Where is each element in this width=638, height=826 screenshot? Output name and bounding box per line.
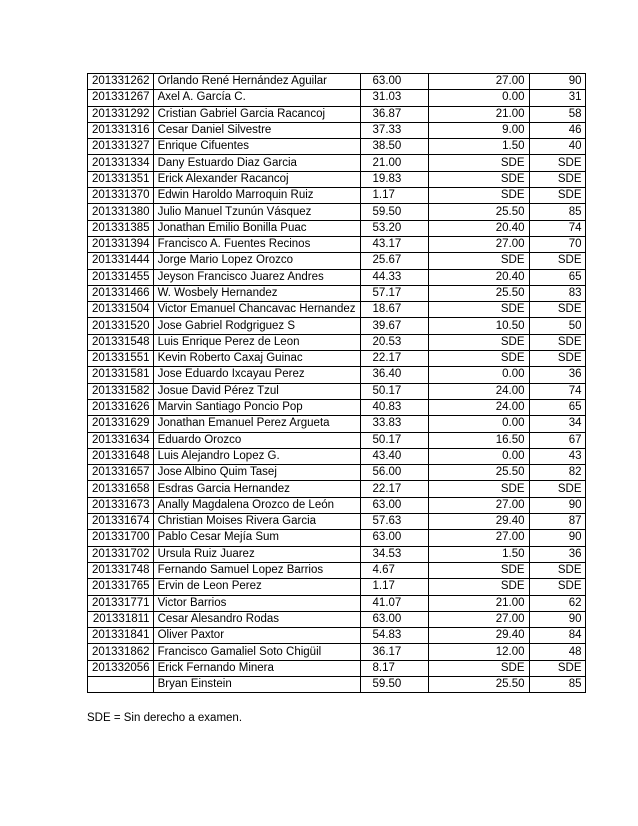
cell-carnet: 201331455 xyxy=(88,269,154,285)
cell-final-score: 48 xyxy=(529,644,585,660)
table-row xyxy=(88,530,586,546)
cell-exam-score: 24.00 xyxy=(428,383,529,399)
cell-carnet: 201331466 xyxy=(88,285,154,301)
cell-carnet: 201331370 xyxy=(88,188,154,204)
table-row xyxy=(88,514,586,530)
cell-carnet: 201331674 xyxy=(88,514,154,530)
cell-student-name: Victor Emanuel Chancavac Hernandez xyxy=(153,302,360,318)
cell-final-score: 84 xyxy=(529,628,585,644)
cell-zone-score: 43.40 xyxy=(360,448,428,464)
cell-student-name: Jeyson Francisco Juarez Andres xyxy=(153,269,360,285)
table-row xyxy=(88,155,586,171)
cell-zone-score: 56.00 xyxy=(360,465,428,481)
table-row xyxy=(88,74,586,90)
cell-exam-score: 25.50 xyxy=(428,285,529,301)
cell-student-name: Edwin Haroldo Marroquin Ruiz xyxy=(153,188,360,204)
cell-exam-score: SDE xyxy=(428,562,529,578)
cell-student-name: Fernando Samuel Lopez Barrios xyxy=(153,562,360,578)
cell-zone-score: 63.00 xyxy=(360,611,428,627)
cell-zone-score: 57.17 xyxy=(360,285,428,301)
cell-student-name: Ervin de Leon Perez xyxy=(153,579,360,595)
cell-student-name: Victor Barrios xyxy=(153,595,360,611)
cell-carnet: 201331634 xyxy=(88,432,154,448)
cell-exam-score: 12.00 xyxy=(428,644,529,660)
cell-carnet: 201331771 xyxy=(88,595,154,611)
cell-final-score: SDE xyxy=(529,351,585,367)
table-row xyxy=(88,448,586,464)
cell-carnet: 201331748 xyxy=(88,562,154,578)
cell-carnet: 201331551 xyxy=(88,351,154,367)
cell-exam-score: 1.50 xyxy=(428,546,529,562)
table-row xyxy=(88,546,586,562)
cell-exam-score: 16.50 xyxy=(428,432,529,448)
table-row xyxy=(88,562,586,578)
cell-final-score: SDE xyxy=(529,155,585,171)
cell-final-score: 67 xyxy=(529,432,585,448)
cell-carnet: 201331626 xyxy=(88,399,154,415)
cell-student-name: Cesar Alesandro Rodas xyxy=(153,611,360,627)
table-row xyxy=(88,383,586,399)
cell-final-score: 90 xyxy=(529,611,585,627)
cell-zone-score: 1.17 xyxy=(360,188,428,204)
cell-carnet: 201331629 xyxy=(88,416,154,432)
cell-final-score: 82 xyxy=(529,465,585,481)
cell-student-name: Oliver Paxtor xyxy=(153,628,360,644)
cell-final-score: 36 xyxy=(529,367,585,383)
table-row xyxy=(88,416,586,432)
cell-student-name: Eduardo Orozco xyxy=(153,432,360,448)
table-row xyxy=(88,676,586,692)
cell-exam-score: 25.50 xyxy=(428,465,529,481)
cell-student-name: Francisco A. Fuentes Recinos xyxy=(153,236,360,252)
cell-student-name: Erick Alexander Racancoj xyxy=(153,171,360,187)
cell-carnet: 201331334 xyxy=(88,155,154,171)
cell-student-name: Christian Moises Rivera Garcia xyxy=(153,514,360,530)
cell-student-name: Axel A. García C. xyxy=(153,90,360,106)
cell-exam-score: 0.00 xyxy=(428,367,529,383)
cell-zone-score: 53.20 xyxy=(360,220,428,236)
cell-exam-score: 27.00 xyxy=(428,74,529,90)
cell-student-name: Orlando René Hernández Aguilar xyxy=(153,74,360,90)
table-row xyxy=(88,399,586,415)
cell-zone-score: 36.40 xyxy=(360,367,428,383)
table-row xyxy=(88,318,586,334)
table-row xyxy=(88,660,586,676)
cell-carnet: 201331267 xyxy=(88,90,154,106)
cell-zone-score: 59.50 xyxy=(360,676,428,692)
table-row xyxy=(88,579,586,595)
cell-final-score: SDE xyxy=(529,253,585,269)
cell-zone-score: 40.83 xyxy=(360,399,428,415)
cell-final-score: 85 xyxy=(529,204,585,220)
cell-student-name: Francisco Gamaliel Soto Chigüil xyxy=(153,644,360,660)
table-row xyxy=(88,139,586,155)
cell-zone-score: 38.50 xyxy=(360,139,428,155)
cell-exam-score: SDE xyxy=(428,351,529,367)
cell-final-score: 90 xyxy=(529,74,585,90)
cell-final-score: SDE xyxy=(529,481,585,497)
cell-student-name: W. Wosbely Hernandez xyxy=(153,285,360,301)
cell-student-name: Pablo Cesar Mejía Sum xyxy=(153,530,360,546)
cell-carnet: 201331700 xyxy=(88,530,154,546)
cell-final-score: SDE xyxy=(529,579,585,595)
table-row xyxy=(88,497,586,513)
grades-table-body xyxy=(88,74,586,693)
cell-zone-score: 50.17 xyxy=(360,383,428,399)
table-row xyxy=(88,171,586,187)
cell-final-score: 74 xyxy=(529,383,585,399)
table-row xyxy=(88,481,586,497)
cell-exam-score: 10.50 xyxy=(428,318,529,334)
cell-final-score: SDE xyxy=(529,660,585,676)
cell-zone-score: 22.17 xyxy=(360,481,428,497)
cell-zone-score: 21.00 xyxy=(360,155,428,171)
grades-table xyxy=(87,73,586,693)
cell-student-name: Luis Enrique Perez de Leon xyxy=(153,334,360,350)
cell-exam-score: 20.40 xyxy=(428,269,529,285)
cell-exam-score: 21.00 xyxy=(428,106,529,122)
cell-carnet: 201331520 xyxy=(88,318,154,334)
cell-final-score: 90 xyxy=(529,530,585,546)
table-row xyxy=(88,285,586,301)
cell-student-name: Kevin Roberto Caxaj Guinac xyxy=(153,351,360,367)
cell-exam-score: SDE xyxy=(428,334,529,350)
cell-final-score: 70 xyxy=(529,236,585,252)
table-row xyxy=(88,432,586,448)
cell-student-name: Josue David Pérez Tzul xyxy=(153,383,360,399)
cell-carnet: 201331581 xyxy=(88,367,154,383)
cell-exam-score: 27.00 xyxy=(428,236,529,252)
cell-zone-score: 57.63 xyxy=(360,514,428,530)
cell-zone-score: 37.33 xyxy=(360,122,428,138)
footnote: SDE = Sin derecho a examen. xyxy=(87,712,243,724)
cell-final-score: 43 xyxy=(529,448,585,464)
cell-student-name: Jonathan Emanuel Perez Argueta xyxy=(153,416,360,432)
cell-exam-score: 27.00 xyxy=(428,530,529,546)
cell-student-name: Jose Albino Quim Tasej xyxy=(153,465,360,481)
cell-exam-score: SDE xyxy=(428,579,529,595)
cell-exam-score: SDE xyxy=(428,253,529,269)
cell-student-name: Anally Magdalena Orozco de León xyxy=(153,497,360,513)
cell-carnet: 201331657 xyxy=(88,465,154,481)
cell-final-score: SDE xyxy=(529,334,585,350)
table-row xyxy=(88,595,586,611)
table-row xyxy=(88,90,586,106)
cell-carnet: 201331327 xyxy=(88,139,154,155)
cell-exam-score: 25.50 xyxy=(428,204,529,220)
cell-exam-score: 25.50 xyxy=(428,676,529,692)
cell-student-name: Cesar Daniel Silvestre xyxy=(153,122,360,138)
cell-exam-score: SDE xyxy=(428,481,529,497)
cell-final-score: SDE xyxy=(529,562,585,578)
cell-zone-score: 63.00 xyxy=(360,530,428,546)
cell-student-name: Cristian Gabriel Garcia Racancoj xyxy=(153,106,360,122)
cell-final-score: 74 xyxy=(529,220,585,236)
cell-zone-score: 43.17 xyxy=(360,236,428,252)
cell-carnet: 201331841 xyxy=(88,628,154,644)
cell-student-name: Jose Gabriel Rodgriguez S xyxy=(153,318,360,334)
cell-exam-score: 24.00 xyxy=(428,399,529,415)
cell-carnet xyxy=(88,676,154,692)
cell-zone-score: 63.00 xyxy=(360,74,428,90)
cell-carnet: 201331351 xyxy=(88,171,154,187)
cell-carnet: 201331765 xyxy=(88,579,154,595)
cell-final-score: SDE xyxy=(529,302,585,318)
cell-exam-score: 0.00 xyxy=(428,416,529,432)
cell-zone-score: 59.50 xyxy=(360,204,428,220)
table-row xyxy=(88,269,586,285)
cell-carnet: 201331658 xyxy=(88,481,154,497)
cell-carnet: 201331262 xyxy=(88,74,154,90)
table-row xyxy=(88,253,586,269)
table-row xyxy=(88,188,586,204)
cell-student-name: Erick Fernando Minera xyxy=(153,660,360,676)
cell-student-name: Marvin Santiago Poncio Pop xyxy=(153,399,360,415)
table-row xyxy=(88,236,586,252)
cell-exam-score: 1.50 xyxy=(428,139,529,155)
table-row xyxy=(88,351,586,367)
cell-exam-score: 9.00 xyxy=(428,122,529,138)
cell-final-score: 50 xyxy=(529,318,585,334)
table-row xyxy=(88,334,586,350)
cell-zone-score: 25.67 xyxy=(360,253,428,269)
cell-final-score: 46 xyxy=(529,122,585,138)
cell-exam-score: SDE xyxy=(428,188,529,204)
table-row xyxy=(88,106,586,122)
cell-exam-score: 29.40 xyxy=(428,628,529,644)
cell-final-score: SDE xyxy=(529,188,585,204)
cell-final-score: 62 xyxy=(529,595,585,611)
cell-carnet: 201331394 xyxy=(88,236,154,252)
cell-exam-score: 21.00 xyxy=(428,595,529,611)
cell-zone-score: 18.67 xyxy=(360,302,428,318)
cell-student-name: Ursula Ruiz Juarez xyxy=(153,546,360,562)
cell-zone-score: 63.00 xyxy=(360,497,428,513)
cell-final-score: SDE xyxy=(529,171,585,187)
cell-zone-score: 36.17 xyxy=(360,644,428,660)
cell-zone-score: 41.07 xyxy=(360,595,428,611)
cell-student-name: Jorge Mario Lopez Orozco xyxy=(153,253,360,269)
cell-carnet: 201331702 xyxy=(88,546,154,562)
cell-student-name: Esdras Garcia Hernandez xyxy=(153,481,360,497)
cell-student-name: Enrique Cifuentes xyxy=(153,139,360,155)
cell-carnet: 201331648 xyxy=(88,448,154,464)
cell-zone-score: 50.17 xyxy=(360,432,428,448)
cell-exam-score: 27.00 xyxy=(428,611,529,627)
cell-carnet: 201332056 xyxy=(88,660,154,676)
cell-zone-score: 31.03 xyxy=(360,90,428,106)
cell-carnet: 201331385 xyxy=(88,220,154,236)
cell-final-score: 65 xyxy=(529,269,585,285)
cell-final-score: 36 xyxy=(529,546,585,562)
cell-final-score: 65 xyxy=(529,399,585,415)
cell-zone-score: 22.17 xyxy=(360,351,428,367)
cell-carnet: 201331380 xyxy=(88,204,154,220)
cell-student-name: Jose Eduardo Ixcayau Perez xyxy=(153,367,360,383)
cell-exam-score: SDE xyxy=(428,171,529,187)
cell-final-score: 83 xyxy=(529,285,585,301)
table-row xyxy=(88,122,586,138)
table-row xyxy=(88,220,586,236)
cell-carnet: 201331444 xyxy=(88,253,154,269)
cell-final-score: 90 xyxy=(529,497,585,513)
cell-student-name: Luis Alejandro Lopez G. xyxy=(153,448,360,464)
cell-exam-score: 20.40 xyxy=(428,220,529,236)
cell-final-score: 58 xyxy=(529,106,585,122)
cell-exam-score: 29.40 xyxy=(428,514,529,530)
cell-final-score: 34 xyxy=(529,416,585,432)
table-row xyxy=(88,465,586,481)
cell-student-name: Bryan Einstein xyxy=(153,676,360,692)
cell-exam-score: 27.00 xyxy=(428,497,529,513)
cell-zone-score: 8.17 xyxy=(360,660,428,676)
table-row xyxy=(88,628,586,644)
cell-student-name: Dany Estuardo Diaz Garcia xyxy=(153,155,360,171)
cell-final-score: 85 xyxy=(529,676,585,692)
cell-zone-score: 33.83 xyxy=(360,416,428,432)
cell-carnet: 201331548 xyxy=(88,334,154,350)
table-row xyxy=(88,302,586,318)
cell-zone-score: 44.33 xyxy=(360,269,428,285)
cell-carnet: 201331582 xyxy=(88,383,154,399)
cell-student-name: Jonathan Emilio Bonilla Puac xyxy=(153,220,360,236)
cell-zone-score: 39.67 xyxy=(360,318,428,334)
cell-final-score: 87 xyxy=(529,514,585,530)
cell-carnet: 201331316 xyxy=(88,122,154,138)
cell-exam-score: 0.00 xyxy=(428,448,529,464)
cell-exam-score: 0.00 xyxy=(428,90,529,106)
cell-zone-score: 20.53 xyxy=(360,334,428,350)
cell-carnet: 201331811 xyxy=(88,611,154,627)
cell-exam-score: SDE xyxy=(428,302,529,318)
cell-carnet: 201331504 xyxy=(88,302,154,318)
cell-zone-score: 4.67 xyxy=(360,562,428,578)
cell-student-name: Julio Manuel Tzunún Vásquez xyxy=(153,204,360,220)
cell-carnet: 201331292 xyxy=(88,106,154,122)
cell-final-score: 31 xyxy=(529,90,585,106)
cell-carnet: 201331673 xyxy=(88,497,154,513)
cell-zone-score: 34.53 xyxy=(360,546,428,562)
table-row xyxy=(88,204,586,220)
cell-exam-score: SDE xyxy=(428,155,529,171)
table-row xyxy=(88,644,586,660)
table-row xyxy=(88,611,586,627)
cell-final-score: 40 xyxy=(529,139,585,155)
table-row xyxy=(88,367,586,383)
cell-zone-score: 36.87 xyxy=(360,106,428,122)
cell-carnet: 201331862 xyxy=(88,644,154,660)
cell-zone-score: 54.83 xyxy=(360,628,428,644)
cell-exam-score: SDE xyxy=(428,660,529,676)
cell-zone-score: 19.83 xyxy=(360,171,428,187)
cell-zone-score: 1.17 xyxy=(360,579,428,595)
